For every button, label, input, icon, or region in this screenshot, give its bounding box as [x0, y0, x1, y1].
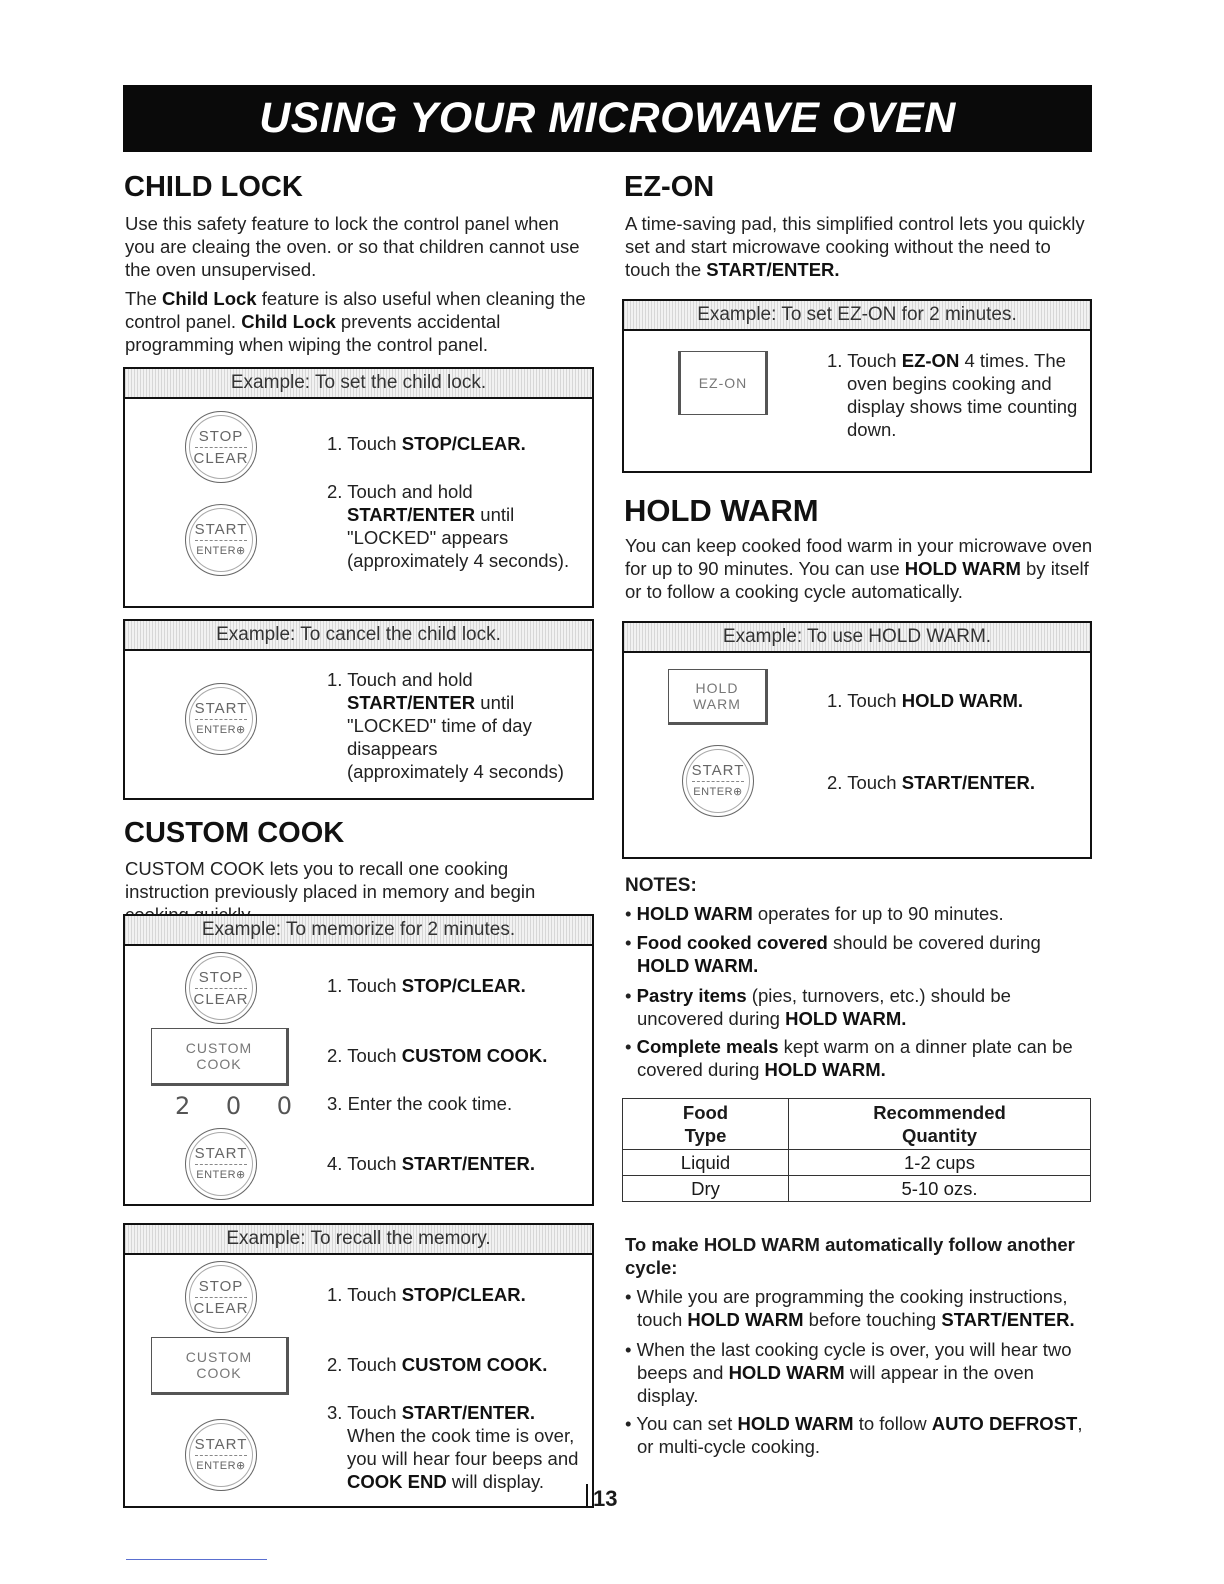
example-recall — [123, 1223, 594, 1508]
recommended-quantity-table — [622, 1098, 1091, 1202]
stop-clear-button[interactable] — [185, 952, 257, 1024]
enter-label: ENTER — [196, 1459, 237, 1472]
lock-icon: ⊕ — [236, 1459, 246, 1472]
example-title: Example: To recall the memory. — [125, 1225, 592, 1255]
start-label: START — [194, 699, 248, 717]
stop-clear-button[interactable] — [185, 1261, 257, 1333]
enter-label: ENTER — [196, 1168, 237, 1181]
page-number-rule — [586, 1484, 588, 1508]
stop-label: STOP — [198, 427, 244, 445]
start-enter-button[interactable] — [682, 745, 754, 817]
example-hold-warm — [622, 621, 1092, 859]
example-memorize — [123, 914, 594, 1206]
example-cancel-child-lock — [123, 619, 594, 800]
clear-label: CLEAR — [193, 990, 249, 1008]
enter-label: ENTER — [693, 785, 734, 798]
lock-icon: ⊕ — [733, 785, 743, 798]
example-ez-on — [622, 299, 1092, 473]
ez-on-label: EZ-ON — [698, 375, 748, 391]
step-1: 1. Touch STOP/CLEAR. — [327, 1284, 526, 1305]
cook-label: COOK — [196, 1056, 242, 1072]
ez-on-button[interactable] — [678, 351, 768, 415]
table-header: Food Type — [623, 1099, 789, 1150]
cook-label: COOK — [196, 1365, 242, 1381]
start-label: START — [691, 761, 745, 779]
notes-title: NOTES: — [625, 875, 697, 896]
note-item: • Complete meals kept warm on a dinner plate can be covered during HOLD WARM. — [625, 1036, 1073, 1080]
hold-label: HOLD — [695, 680, 739, 696]
step-2: 2. Touch and hold START/ENTER until "LOCKED" appears (approximately 4 seconds). — [327, 481, 570, 571]
example-title: Example: To memorize for 2 minutes. — [125, 916, 592, 946]
ez-on-heading: EZ-ON — [624, 171, 715, 203]
start-label: START — [194, 520, 248, 538]
follow-item: • When the last cooking cycle is over, you will hear two beeps and HOLD WARM will appear in the oven display. — [625, 1339, 1072, 1406]
stop-label: STOP — [198, 968, 244, 986]
enter-label: ENTER — [196, 544, 237, 557]
hold-warm-para: You can keep cooked food warm in your microwave oven for up to 90 minutes. You can use HOLD WARM by itself or to follow a cooking cycle automatically. — [625, 535, 1093, 602]
step-1: 1. Touch EZ-ON 4 times. The oven begins cooking and display shows time counting down. — [827, 350, 1078, 440]
custom-cook-button[interactable] — [151, 1028, 289, 1086]
page-banner: USING YOUR MICROWAVE OVEN — [123, 85, 1092, 152]
footer-rule — [126, 1559, 267, 1560]
child-lock-para1: Use this safety feature to lock the control panel when you are cleaing the oven. or so that children cannot use the oven unsupervised. — [125, 213, 580, 280]
custom-cook-para: CUSTOM COOK lets you to recall one cooking instruction previously placed in memory and begin — [125, 858, 536, 902]
example-title: Example: To set the child lock. — [125, 369, 592, 399]
example-title: Example: To use HOLD WARM. — [624, 623, 1090, 653]
example-set-child-lock — [123, 367, 594, 608]
start-label: START — [194, 1435, 248, 1453]
step-4: 4. Touch START/ENTER. — [327, 1153, 536, 1174]
follow-item: • You can set HOLD WARM to follow AUTO DEFROST, or multi-cycle cooking. — [625, 1413, 1083, 1457]
follow-item: • While you are programming the cooking instructions, touch HOLD WARM before touching START/ENTER. — [625, 1286, 1075, 1330]
hold-warm-heading: HOLD WARM — [624, 493, 819, 528]
child-lock-heading: CHILD LOCK — [124, 171, 303, 203]
note-item: • Food cooked covered should be covered during HOLD WARM. — [625, 932, 1041, 976]
table-row — [623, 1176, 1091, 1202]
example-title: Example: To set EZ-ON for 2 minutes. — [624, 301, 1090, 331]
start-label: START — [194, 1144, 248, 1162]
step-1: 1. Touch HOLD WARM. — [827, 690, 1024, 711]
start-enter-button[interactable] — [185, 504, 257, 576]
step-1: 1. Touch STOP/CLEAR. — [327, 975, 526, 996]
start-enter-button[interactable] — [185, 683, 257, 755]
start-enter-button[interactable] — [185, 1128, 257, 1200]
example-title: Example: To cancel the child lock. — [125, 621, 592, 651]
custom-label: CUSTOM — [185, 1040, 253, 1056]
custom-cook-button[interactable] — [151, 1337, 289, 1395]
table-row — [623, 1150, 1091, 1176]
lock-icon: ⊕ — [236, 544, 246, 557]
step-2: 2. Touch START/ENTER. — [827, 772, 1036, 793]
cook-time-digits: 2 0 0 — [175, 1092, 307, 1120]
table-cell: 5-10 ozs. — [789, 1176, 1091, 1202]
ez-on-para: A time-saving pad, this simplified control lets you quickly set and start microwave cooking without the need to touch the START/ENTER. — [625, 213, 1085, 280]
clear-label: CLEAR — [193, 1299, 249, 1317]
start-enter-button[interactable] — [185, 1419, 257, 1491]
step-2: 2. Touch CUSTOM COOK. — [327, 1354, 548, 1375]
table-header-row — [623, 1099, 1091, 1150]
lock-icon: ⊕ — [236, 1168, 246, 1181]
note-item: • HOLD WARM operates for up to 90 minutes. — [625, 903, 1004, 924]
custom-cook-heading: CUSTOM COOK — [124, 817, 345, 849]
step-1: 1. Touch and hold START/ENTER until "LOCKED" time of day disappears (approximately 4 seconds) — [327, 669, 564, 782]
table-cell: Liquid — [623, 1150, 789, 1176]
warm-label: WARM — [693, 696, 741, 712]
follow-title: To make HOLD WARM automatically follow another cycle: — [625, 1234, 1075, 1278]
step-1: 1. Touch STOP/CLEAR. — [327, 433, 526, 454]
table-header: Recommended Quantity — [789, 1099, 1091, 1150]
step-2: 2. Touch CUSTOM COOK. — [327, 1045, 548, 1066]
stop-label: STOP — [198, 1277, 244, 1295]
step-3: 3. Enter the cook time. — [327, 1093, 513, 1114]
table-cell: Dry — [623, 1176, 789, 1202]
page-number: 13 — [593, 1486, 618, 1511]
note-item: • Pastry items (pies, turnovers, etc.) should be uncovered during HOLD WARM. — [625, 985, 1011, 1029]
child-lock-para2: The Child Lock feature is also useful when cleaning the control panel. Child Lock prevents accidental programming when wiping the control panel. — [125, 288, 586, 355]
stop-clear-button[interactable] — [185, 411, 257, 483]
custom-label: CUSTOM — [185, 1349, 253, 1365]
table-cell: 1-2 cups — [789, 1150, 1091, 1176]
lock-icon: ⊕ — [236, 723, 246, 736]
step-3: 3. Touch START/ENTER. When the cook time is over, you will hear four beeps and COOK END will display. — [327, 1402, 579, 1492]
clear-label: CLEAR — [193, 449, 249, 467]
enter-label: ENTER — [196, 723, 237, 736]
hold-warm-button[interactable] — [668, 669, 768, 725]
